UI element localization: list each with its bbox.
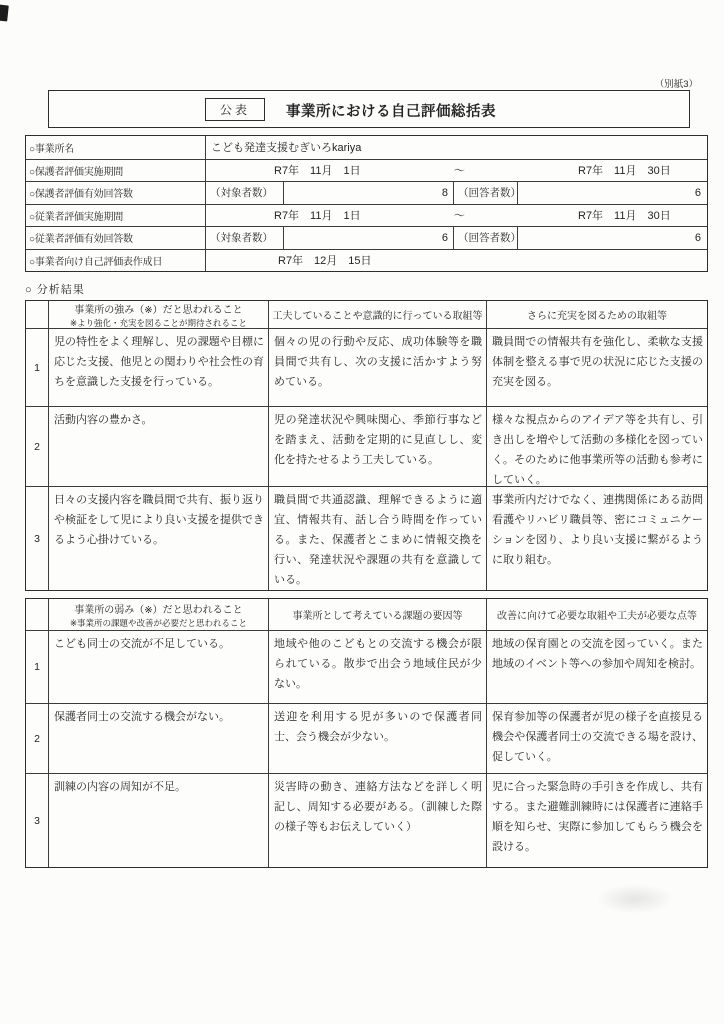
- staff-responses-row: [26, 226, 707, 249]
- staff-period-value: [206, 205, 707, 227]
- facility-name-value: こども発達支援むぎいろkariya: [211, 142, 362, 155]
- weaknesses-header-row: [26, 599, 707, 630]
- selfeval-date-row: [26, 249, 707, 272]
- weakness-text: こども同士の交流が不足している。: [49, 631, 269, 703]
- staff-responses-label: ○従業者評価有効回答数: [26, 227, 206, 249]
- row-number: 2: [26, 704, 49, 773]
- publish-badge: 公表: [205, 98, 265, 121]
- guardian-target-count: 8: [284, 182, 454, 204]
- guardian-respondent-label: （回答者数）: [454, 182, 518, 204]
- weaknesses-header-col1-main: 事業所の弱み（※）だと思われること: [74, 604, 243, 616]
- guardian-period-label: ○保護者評価実施期間: [26, 160, 206, 182]
- guardian-period-tilde: ～: [454, 165, 465, 178]
- effort-text: 職員間で共通認識、理解できるように適宜、情報共有、話し合う時間を作っている。また、保護者とこまめに情報交換を行い、発達状況や課題の共有を意識している。: [269, 487, 487, 590]
- strengths-header-col3-text: さらに充実を図るための取組等: [527, 311, 667, 322]
- facility-name-row: [26, 136, 707, 159]
- strengths-header-col2: [269, 301, 487, 328]
- improvement-text: 児に合った緊急時の手引きを作成し、共有する。また避難訓練時には保護者に連絡手順を知らせ、実際に参加してもらう機会を設ける。: [492, 781, 703, 853]
- staff-respondent-count: 6: [694, 231, 701, 244]
- staff-period-end: R7年 11月 30日: [578, 210, 671, 223]
- weaknesses-header-col1: [49, 599, 269, 630]
- enhancement-text: 様々な視点からのアイデア等を共有し、引き出しを増やして活動の多様化を図っていく。そのために他事業所等の活動も参考にしていく。: [492, 414, 703, 486]
- strengths-table: [25, 300, 708, 591]
- strength-text: 日々の支援内容を職員間で共有、振り返りや検証をして児により良い支援を提供できるよう心掛けている。: [49, 487, 269, 590]
- strengths-header-col1-sub: ※より強化・充実を図ることが期待されること: [69, 317, 248, 328]
- scan-artifact-mark: [0, 5, 9, 22]
- weaknesses-header-num: [26, 599, 49, 630]
- weakness-text: 訓練の内容の周知が不足。: [49, 774, 269, 867]
- weaknesses-row-1: [26, 630, 707, 703]
- selfeval-date-label: ○事業者向け自己評価表作成日: [26, 250, 206, 272]
- weaknesses-table: [25, 598, 708, 868]
- weaknesses-row-2: [26, 703, 707, 773]
- staff-respondent-label: （回答者数）: [454, 227, 518, 249]
- document-title-box: [48, 90, 690, 128]
- staff-period-tilde: ～: [454, 210, 465, 223]
- guardian-period-end: R7年 11月 30日: [578, 165, 671, 178]
- cause-text: 地域や他のこどもとの交流する機会が限られている。散歩で出会う地域住民が少ない。: [269, 631, 487, 703]
- strengths-header-num: [26, 301, 49, 328]
- scan-smudge: [596, 884, 674, 914]
- strengths-header-col1-main: 事業所の強み（※）だと思われること: [74, 304, 243, 316]
- staff-target-count: 6: [284, 227, 454, 249]
- weaknesses-header-col2: [269, 599, 487, 630]
- row-number: 3: [26, 774, 49, 867]
- strengths-row-2: [26, 406, 707, 486]
- strengths-header-col3: [487, 301, 707, 328]
- guardian-target-label: （対象者数）: [206, 182, 284, 204]
- strength-text: 児の特性をよく理解し、児の課題や目標に応じた支援、他児との関わりや社会性の育ちを意識した支援を行っている。: [49, 329, 269, 406]
- weakness-text: 保護者同士の交流する機会がない。: [49, 704, 269, 773]
- row-number: 1: [26, 329, 49, 406]
- row-number: 2: [26, 407, 49, 486]
- enhancement-text: 職員間での情報共有を強化し、柔軟な支援体制を整える事で児の状況に応じた支援の充実を図る。: [492, 336, 703, 388]
- facility-name-label: ○事業所名: [26, 136, 206, 159]
- weaknesses-row-3: [26, 773, 707, 867]
- row-number: 3: [26, 487, 49, 590]
- document-title: 事業所における自己評価総括表: [286, 104, 496, 120]
- analysis-results-heading: ○ 分析結果: [25, 284, 85, 296]
- guardian-responses-label: ○保護者評価有効回答数: [26, 182, 206, 204]
- strengths-header-row: [26, 301, 707, 328]
- staff-period-label: ○従業者評価実施期間: [26, 205, 206, 227]
- staff-period-start: R7年 11月 1日: [274, 210, 361, 223]
- improvement-text: 地域の保育園との交流を図っていく。また地域のイベント等への参加や周知を検討。: [492, 638, 703, 670]
- guardian-period-row: [26, 159, 707, 182]
- guardian-period-value: [206, 160, 707, 182]
- guardian-responses-row: [26, 181, 707, 204]
- strength-text: 活動内容の豊かさ。: [49, 407, 269, 486]
- cause-text: 災害時の動き、連絡方法などを詳しく明記し、周知する必要がある。（訓練した際の様子等もお伝えしていく）: [269, 774, 487, 867]
- weaknesses-header-col3-text: 改善に向けて必要な取組や工夫が必要な点等: [497, 611, 697, 622]
- row-number: 1: [26, 631, 49, 703]
- strengths-header-col2-text: 工夫していることや意識的に行っている取組等: [272, 311, 483, 322]
- guardian-respondent-count: 6: [694, 186, 701, 199]
- guardian-period-start: R7年 11月 1日: [274, 165, 361, 178]
- effort-text: 児の発達状況や興味関心、季節行事などを踏まえ、活動を定期的に見直しし、変化を持たせるよう工夫している。: [269, 407, 487, 486]
- improvement-text: 保育参加等の保護者が児の様子を直接見る機会や保護者同士の交流できる場を設け、促していく。: [492, 711, 703, 763]
- cause-text: 送迎を利用する児が多いので保護者同士、会う機会が少ない。: [269, 704, 487, 773]
- staff-period-row: [26, 204, 707, 227]
- staff-target-label: （対象者数）: [206, 227, 284, 249]
- effort-text: 個々の児の行動や反応、成功体験等を職員間で共有し、次の支援に活かすよう努めている。: [269, 329, 487, 406]
- attachment-number-note: （別紙3）: [654, 79, 698, 90]
- weaknesses-header-col3: [487, 599, 707, 630]
- enhancement-text: 事業所内だけでなく、連携関係にある訪問看護やリハビリ職員等、密にコミュニケーションを図り、より良い支援に繋がるように取り組む。: [492, 494, 703, 566]
- strengths-row-3: [26, 486, 707, 590]
- facility-info-table: [25, 135, 708, 272]
- strengths-row-1: [26, 328, 707, 406]
- weaknesses-header-col1-sub: ※事業所の課題や改善が必要だと思われること: [69, 617, 248, 628]
- weaknesses-header-col2-text: 事業所として考えている課題の要因等: [292, 611, 463, 622]
- selfeval-date-value: R7年 12月 15日: [278, 255, 372, 268]
- strengths-header-col1: [49, 301, 269, 328]
